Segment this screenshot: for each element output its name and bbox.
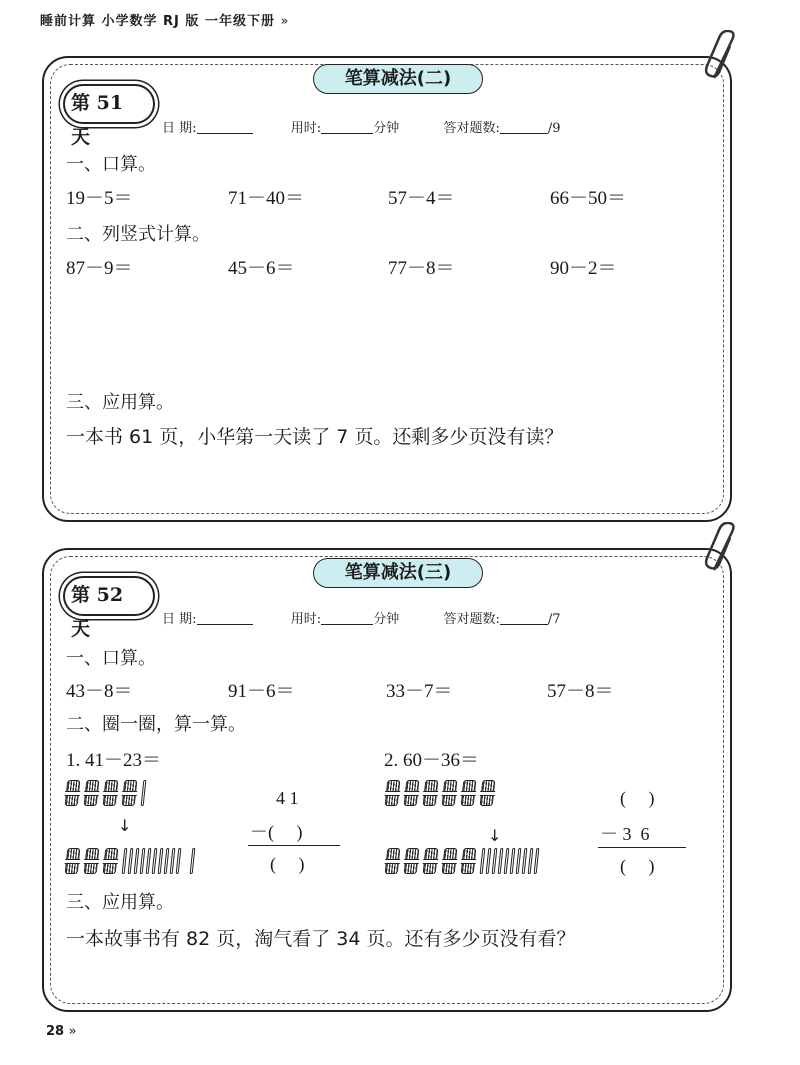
stick-bundle-icon [385,848,401,874]
date-label: 日 期: [162,612,197,627]
book-header [40,10,289,29]
stick-bundle-icon [84,848,100,874]
vertical-sum-line [248,845,340,846]
day51-badge: 第 51 天 [63,84,155,124]
vertical-sum-line [598,847,686,848]
single-stick-icon [176,848,182,874]
single-stick-icon [522,848,528,874]
stick-bundle-icon [404,848,420,874]
single-stick-icon [141,780,147,806]
single-stick-icon [516,848,522,874]
single-stick-icon [486,848,492,874]
single-stick-icon [134,848,140,874]
date-blank[interactable] [197,610,253,625]
down-arrow-icon: ↓ [488,826,502,845]
day51-section1-heading: 一、口算。 [66,154,156,175]
problem1-bottom-sticks [66,848,197,874]
stick-bundle-icon [423,848,439,874]
single-stick-icon [122,848,128,874]
vertical-top-row: 4 1 [276,788,299,808]
day52-word-problem: 一本故事书有 82 页，淘气看了 34 页。还有多少页没有看？ [66,928,576,950]
time-unit: 分钟 [373,121,400,136]
stick-bundle-icon [385,780,401,806]
single-stick-icon [164,848,170,874]
time-unit: 分钟 [373,612,400,627]
stick-bundle-icon [65,848,81,874]
score-blank[interactable] [500,119,548,134]
single-stick-icon [480,848,486,874]
single-stick-icon [498,848,504,874]
stick-bundle-icon [442,848,458,874]
circle-problem-2-label: 2. 60－36＝ [384,750,480,771]
day51-oral-problem: 66－50＝ [550,188,627,209]
down-arrow-icon: ↓ [118,816,132,835]
problem2-bottom-sticks [386,848,541,874]
footer-chevron-icon: » [68,1024,77,1039]
page-number-text: 28 [46,1024,65,1039]
score-label: 答对题数: [443,612,500,627]
single-stick-icon [492,848,498,874]
paperclip-icon [704,30,740,82]
day51-oral-problem: 71－40＝ [228,188,305,209]
day51-section2-heading: 二、列竖式计算。 [66,224,210,245]
single-stick-icon [146,848,152,874]
single-stick-icon [528,848,534,874]
vertical-subtrahend-blank[interactable]: －( ) [250,822,303,842]
time-blank[interactable] [321,610,373,625]
day52-oral-problem: 43－8＝ [66,681,133,702]
stick-bundle-icon [480,780,496,806]
stick-bundle-icon [461,780,477,806]
day51-oral-problem: 19－5＝ [66,188,133,209]
vertical-answer-blank[interactable]: ( ) [270,854,305,874]
stick-bundle-icon [65,780,81,806]
single-stick-icon [510,848,516,874]
stick-bundle-icon [442,780,458,806]
vertical-answer-blank[interactable]: ( ) [620,856,655,876]
stick-bundle-icon [404,780,420,806]
single-stick-icon [504,848,510,874]
page-number [46,1024,77,1039]
score-total: /7 [547,612,561,627]
day52-oral-problem: 91－6＝ [228,681,295,702]
single-stick-icon [140,848,146,874]
score-label: 答对题数: [443,121,500,136]
day52-badge: 第 52 天 [63,576,155,616]
stick-bundle-icon [103,848,119,874]
vertical-minuend-blank[interactable]: ( ) [620,788,655,808]
problem2-top-sticks [386,780,500,806]
date-label: 日 期: [162,121,197,136]
stick-bundle-icon [103,780,119,806]
day52-oral-problem: 33－7＝ [386,681,453,702]
paperclip-icon [704,522,740,574]
day52-section3-heading: 三、应用算。 [66,892,174,913]
single-stick-icon [152,848,158,874]
day52-section2-heading: 二、圈一圈，算一算。 [66,714,246,735]
time-label: 用时: [290,612,322,627]
book-header-text: 睡前计算 小学数学 RJ 版 一年级下册 [40,14,275,29]
problem1-top-sticks [66,780,148,806]
day51-oral-problem: 57－4＝ [388,188,455,209]
stick-bundle-icon [461,848,477,874]
stick-bundle-icon [122,780,138,806]
single-stick-icon [534,848,540,874]
single-stick-icon [128,848,134,874]
day52-section1-heading: 一、口算。 [66,648,156,669]
circle-problem-1-label: 1. 41－23＝ [66,750,162,771]
header-chevron-icon: » [280,14,290,29]
time-blank[interactable] [321,119,373,134]
date-blank[interactable] [197,119,253,134]
stick-bundle-icon [84,780,100,806]
single-stick-icon [190,848,196,874]
day52-meta [162,608,561,627]
day51-vertical-problem: 90－2＝ [550,258,617,279]
vertical-subtrahend-row: － 3 6 [600,824,650,844]
day51-vertical-problem: 45－6＝ [228,258,295,279]
single-stick-icon [170,848,176,874]
score-blank[interactable] [500,610,548,625]
score-total: /9 [547,121,561,136]
day52-oral-problem: 57－8＝ [547,681,614,702]
stick-bundle-icon [423,780,439,806]
day51-title: 笔算减法(二) [313,64,483,94]
time-label: 用时: [290,121,322,136]
day52-title: 笔算减法(三) [313,558,483,588]
day51-word-problem: 一本书 61 页，小华第一天读了 7 页。还剩多少页没有读？ [66,426,564,448]
day51-vertical-problem: 87－9＝ [66,258,133,279]
day51-meta [162,117,561,136]
day51-vertical-problem: 77－8＝ [388,258,455,279]
day51-section3-heading: 三、应用算。 [66,392,174,413]
single-stick-icon [158,848,164,874]
